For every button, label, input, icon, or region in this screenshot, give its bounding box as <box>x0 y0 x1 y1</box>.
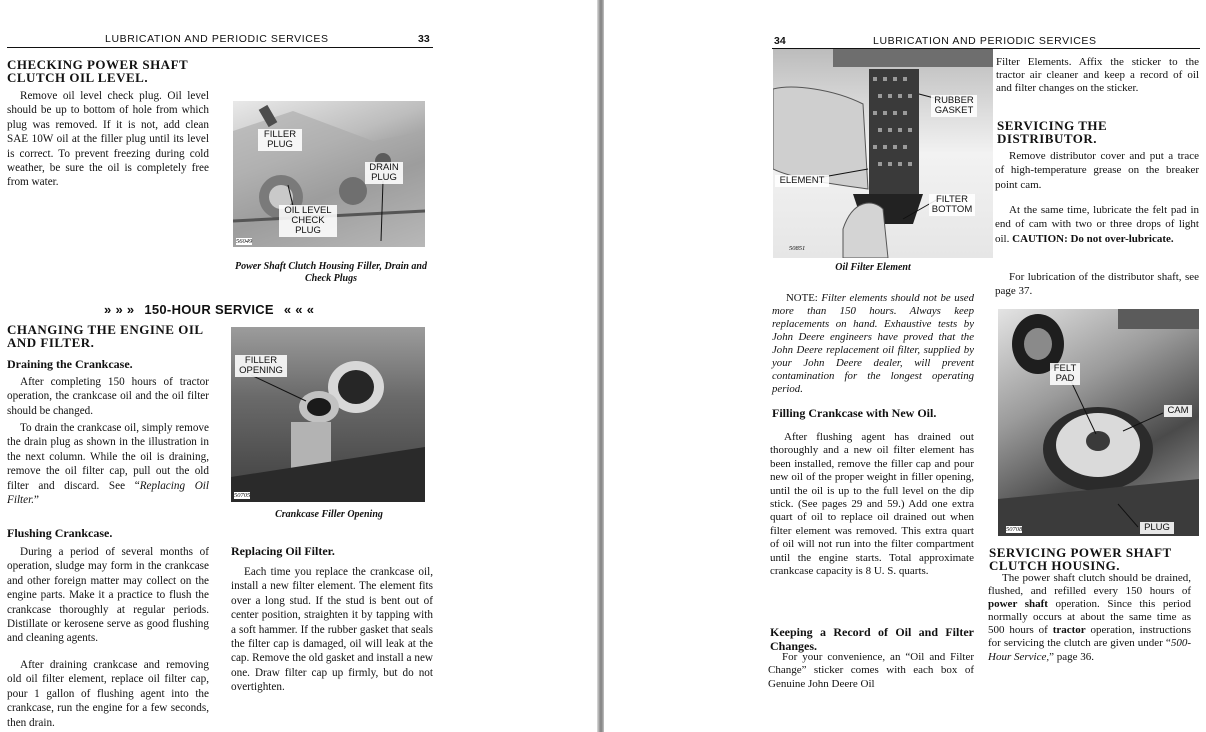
figure2-caption: Crankcase Filler Opening <box>275 509 383 520</box>
filler-plug-label: FILLER PLUG <box>258 129 302 151</box>
left-running-head: LUBRICATION AND PERIODIC SERVICES <box>105 33 329 45</box>
plug-label: PLUG <box>1140 522 1174 534</box>
felt-pad-label: FELT PAD <box>1050 363 1080 385</box>
right-page <box>604 0 1206 732</box>
crankcase-filler-photo <box>231 327 425 502</box>
draining-para-1: After completing 150 hours of tractor operation, the crankcase oil and the oil filter should be changed. <box>7 376 209 417</box>
pto-service-text-a: The power shaft clutch should be drained, flushed, and refilled every 150 hours of <box>988 572 1191 598</box>
caution-text: CAUTION: Do not over-lubricate. <box>1012 232 1174 245</box>
filling-body: After flushing agent has drained out thoroughly and a new oil filter element has been installed, remove the filler cap and pour new oil of the proper weight in filler opening, until the oil is up to the full level on the dip stick. (See pages 29 and 59.) Add one extra quart of oil to replace oil drained out when filter element was removed. This extra quart of oil will not run into the filter compartment until the engine starts. Total approximate crankcase capacity is 8 U. S. quarts. <box>770 431 974 578</box>
figure1-number: 56049 <box>236 238 253 245</box>
banner-right-marks: « « « <box>283 302 315 317</box>
pto-service-heading: SERVICING POWER SHAFT CLUTCH HOUSING. <box>989 545 1172 573</box>
distributor-drawing <box>998 309 1199 536</box>
pto-service-text-d: operation, instructions for servicing the clutch are given under “ <box>988 624 1192 650</box>
engine-oil-heading: CHANGING THE ENGINE OIL AND FILTER. <box>7 322 203 350</box>
crankcase-filler-drawing <box>231 327 425 502</box>
replacing-filter-reference: Replacing Oil Filter. <box>7 479 209 507</box>
figure4-number: 50708 <box>1006 526 1023 533</box>
draining-para-2-close: ” <box>34 494 40 507</box>
note-lead: NOTE: <box>786 292 818 304</box>
distributor-heading: SERVICING THE DISTRIBUTOR. <box>997 118 1108 146</box>
distributor-para-2 <box>995 203 1199 246</box>
flushing-heading: Flushing Crankcase. <box>7 526 113 540</box>
record-body: For your convenience, an “Oil and Filter Change” sticker comes with each box of Genuine John Deere Oil <box>768 651 974 690</box>
figure2-number: 50705 <box>234 492 251 499</box>
distributor-para-1: Remove distributor cover and put a trace of high-temperature grease on the breaker point cam. <box>995 150 1199 191</box>
figure1-caption: Power Shaft Clutch Housing Filler, Drain and Check Plugs <box>235 261 427 284</box>
draining-heading: Draining the Crankcase. <box>7 357 133 371</box>
pto-service-emph-1: power shaft <box>988 598 1048 611</box>
left-page-number: 33 <box>418 33 430 45</box>
pto-check-heading: CHECKING POWER SHAFT CLUTCH OIL LEVEL. <box>7 57 188 85</box>
oil-level-check-plug-label: OIL LEVEL CHECK PLUG <box>279 205 337 237</box>
draining-para-2-text: To drain the crankcase oil, simply remove the drain plug as shown in the illustration in the next column. While the oil is draining, remove the oil filter cap, pull out the old filter and discard. See “ <box>7 422 209 492</box>
element-label: ELEMENT <box>775 175 829 187</box>
flushing-para-1: During a period of several months of operation, sludge may form in the crankcase and other foreign matter may collect on the engine parts. Make it a practice to flush the crankcase thoroughly at regular periods. Distillate or kerosene serve as good flushing and cleaning agents. <box>7 546 209 645</box>
pto-service-emph-2: tractor <box>1052 624 1086 637</box>
banner-left-marks: » » » <box>104 302 135 317</box>
150-hour-service-banner <box>104 302 344 317</box>
left-page <box>0 0 598 732</box>
rubber-gasket-label: RUBBER GASKET <box>931 95 977 117</box>
right-running-head: LUBRICATION AND PERIODIC SERVICES <box>873 35 1097 47</box>
figure3-number: 50851 <box>789 245 806 252</box>
filling-heading: Filling Crankcase with New Oil. <box>772 406 937 420</box>
right-page-number: 34 <box>774 35 786 47</box>
replacing-filter-heading: Replacing Oil Filter. <box>231 544 335 558</box>
flushing-para-2: After draining crankcase and removing old oil filter element, replace oil filter cap, pour 1 gallon of flushing agent into the crankcase, run the engine for a few seconds, then drain. <box>7 659 209 729</box>
distributor-photo <box>998 309 1199 536</box>
note-body: Filter elements should not be used more than 150 hours. Always keep replacements on hand. Exhaustive tests by John Deere engineers have proved that the John Deere replacement oil filter, supplied by your John Deere dealer, will prevent contamination for the longest operating period. <box>772 292 974 395</box>
distributor-para-3: For lubrication of the distributor shaft, see page 37. <box>995 271 1199 298</box>
pto-service-body <box>988 572 1191 664</box>
500-hour-reference: 500-Hour Service, <box>988 637 1191 663</box>
figure3-caption: Oil Filter Element <box>835 262 911 273</box>
oil-filter-element-photo <box>773 49 993 258</box>
pto-check-body: Remove oil level check plug. Oil level should be up to bottom of hole from which plug was removed. If it is not, add clean SAE 10W oil at the filler plug until its level is correct. To prevent freezing during cold weather, be sure the oil is completely free from water. <box>7 90 209 189</box>
drain-plug-label: DRAIN PLUG <box>365 162 403 184</box>
replacing-filter-body: Each time you replace the crankcase oil, install a new filter element. The element fits over a long stud. If the stud is bent out of center position, straighten it by tapping with a soft hammer. If the rubber gasket that seals the filter cap is damaged, oil will leak at the cap. Remove the old gasket and install a new one. Draw filter cap up firmly, but do not overtighten. <box>231 566 433 694</box>
filler-opening-label: FILLER OPENING <box>235 355 287 377</box>
pto-housing-photo <box>233 101 425 247</box>
left-header-rule <box>7 47 433 48</box>
note-paragraph <box>772 292 974 396</box>
pto-service-text-e: ” page 36. <box>1049 650 1094 663</box>
filter-bottom-label: FILTER BOTTOM <box>929 194 975 216</box>
sticker-paragraph: Filter Elements. Affix the sticker to the tractor air cleaner and keep a record of oil and filter changes on the sticker. <box>996 56 1199 95</box>
distributor-para-2-text: At the same time, lubricate the felt pad in end of cam with two or three drops of light oil. <box>995 204 1199 245</box>
draining-para-2 <box>7 421 209 507</box>
pto-service-text-c: operation. Since this period normally occurs at about the same time as 500 hours of <box>988 598 1191 637</box>
banner-title: 150-HOUR SERVICE <box>144 302 274 317</box>
record-heading: Keeping a Record of Oil and Filter Changes. <box>770 625 974 653</box>
oil-filter-element-drawing <box>773 49 993 258</box>
cam-label: CAM <box>1164 405 1192 417</box>
